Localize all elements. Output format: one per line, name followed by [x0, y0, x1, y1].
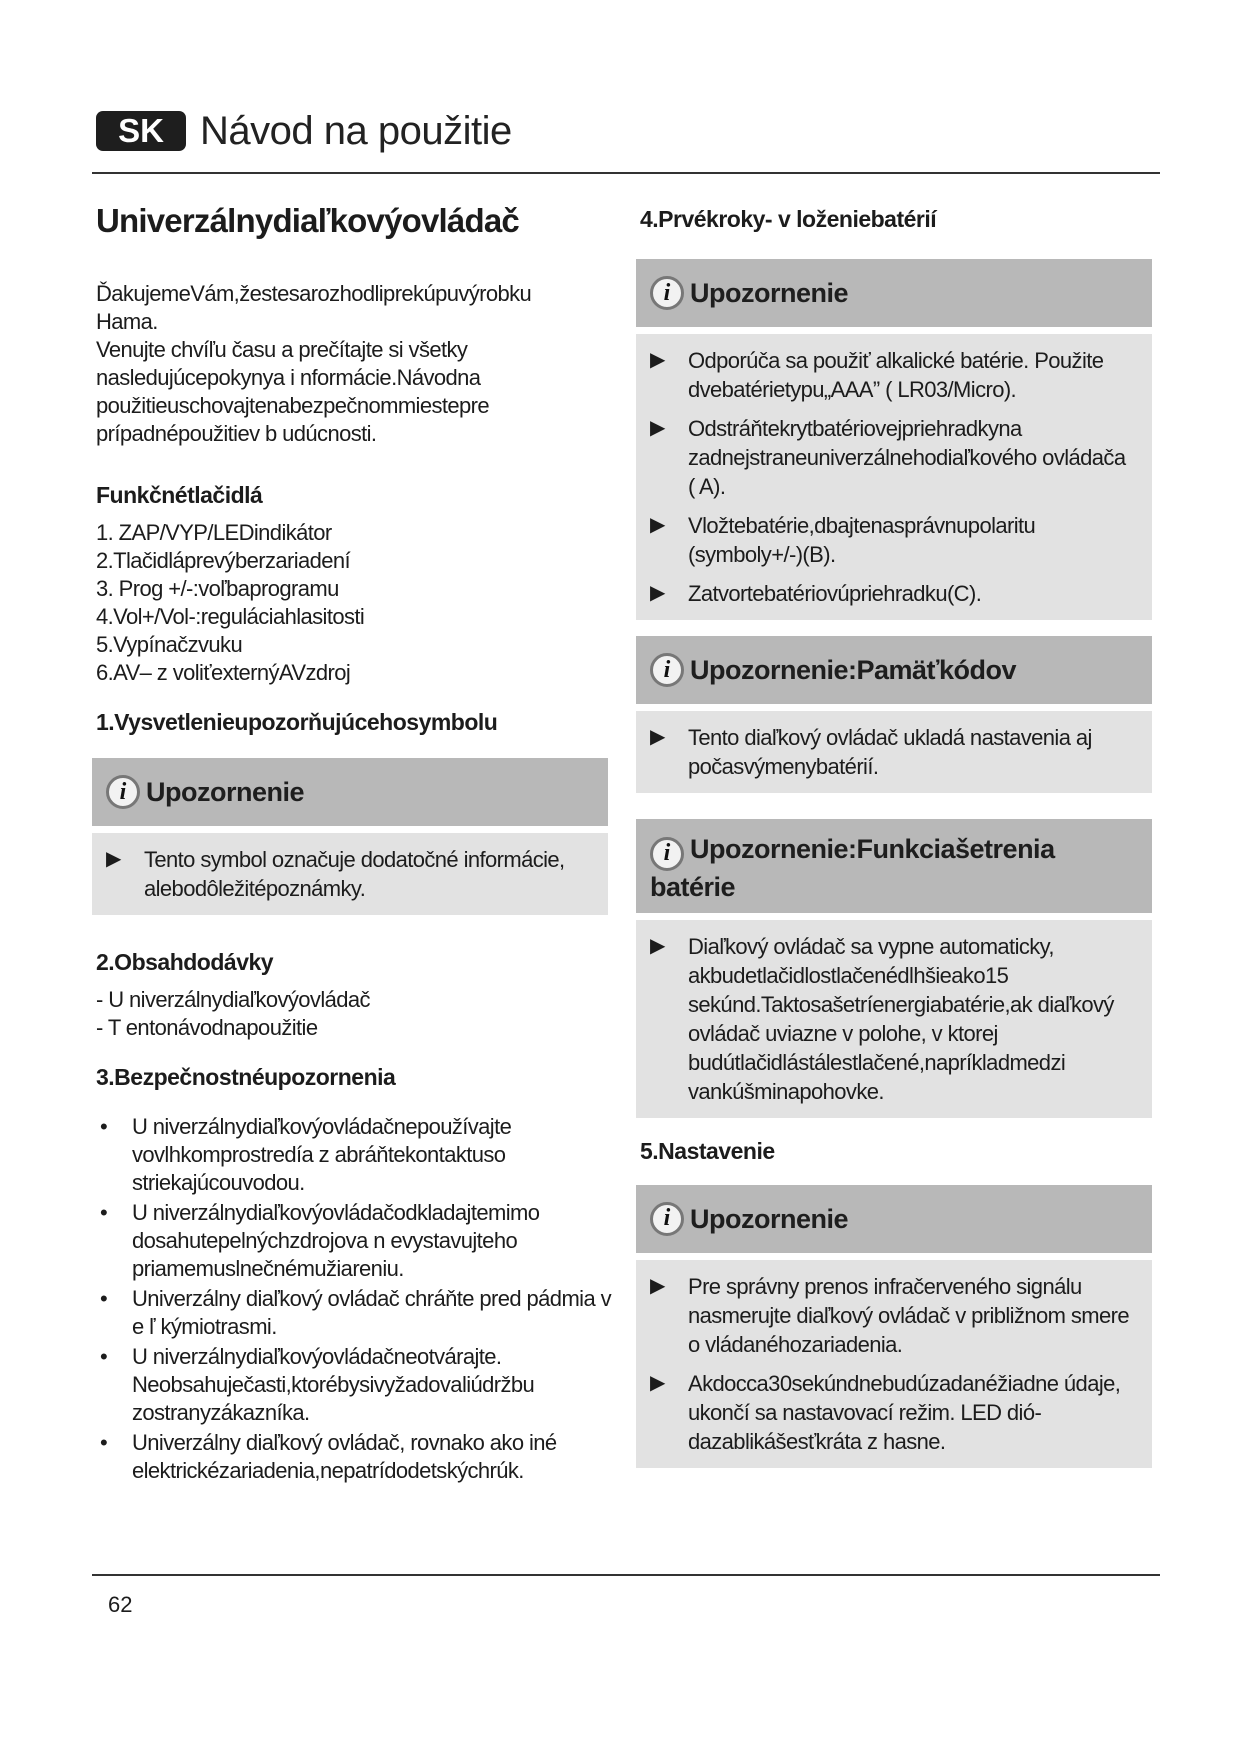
section-3-heading: 3.Bezpečnostnéupozornenia [96, 1064, 396, 1090]
info-box-title-line2: batérie [650, 871, 736, 902]
bullet-icon: • [100, 1286, 108, 1311]
info-icon: i [650, 1202, 684, 1236]
info-box-body [636, 711, 1152, 793]
delivery-list [96, 986, 616, 1042]
section-1-heading: 1.Vysvetlenieupozorňujúcehosymbolu [96, 709, 498, 735]
intro-line: Hama. [96, 309, 158, 334]
arrow-icon: ▶ [650, 934, 665, 957]
list-item: 2.Tlačidláprevýberzariadení [96, 548, 351, 573]
info-box-body [92, 833, 608, 915]
list-item-text: Univerzálny diaľkový ovládač, rovnako ako iné elektrickézariadenia,nepatrídodetskýchrúk. [132, 1430, 557, 1483]
list-item-text: U niverzálnydiaľkovýovládačnepoužívajte vovlhkomprostredía z abráňtekontaktuso striekajúcouvodou. [132, 1114, 512, 1195]
arrow-icon: ▶ [650, 726, 665, 748]
info-box-code-memory [636, 636, 1152, 793]
info-icon: i [650, 837, 684, 871]
list-item [96, 1113, 616, 1197]
list-item: 6.AV– z voliťexternýAVzdroj [96, 660, 351, 685]
list-item-text: Univerzálny diaľkový ovládač chráňte pred pádmia v e ľ kýmiotrasmi. [132, 1286, 612, 1339]
info-box-setup [636, 1185, 1152, 1468]
list-item: 4.Vol+/Vol-:reguláciahlasitosti [96, 604, 365, 629]
bullet-icon: • [100, 1344, 108, 1369]
header-rule [92, 172, 1160, 174]
info-item [650, 511, 1136, 569]
info-icon: i [650, 276, 684, 310]
info-box-title: Upozornenie [146, 777, 305, 807]
intro-line: ĎakujemeVám,žestesarozhodliprekúpuvýrobku [96, 281, 532, 306]
bullet-icon: • [100, 1200, 108, 1225]
info-item-text: Pre správny prenos infračerveného signálu nasmerujte diaľkový ovládač v približnom smere o vládanéhozariadenia. [688, 1273, 1130, 1357]
arrow-icon: ▶ [650, 582, 665, 604]
info-item-text: Vložtebatérie,dbajtenasprávnupolaritu (symboly+/-)(B). [688, 513, 1036, 567]
info-box-header [636, 636, 1152, 704]
section-5-heading: 5.Nastavenie [640, 1137, 775, 1164]
page-header [96, 106, 512, 156]
section-2-heading: 2.Obsahdodávky [96, 949, 274, 975]
list-item: 5.Vypínačzvuku [96, 632, 243, 657]
info-icon: i [106, 775, 140, 809]
intro-line: prípadnépoužitiev b udúcnosti. [96, 421, 377, 446]
info-item-text: Odstráňtekrytbatériovejpriehradkyna zadnejstraneuniverzálnehodiaľkového ovládača ( A). [688, 416, 1126, 499]
info-box-header [636, 259, 1152, 327]
list-item-text: U niverzálnydiaľkovýovládačneotvárajte. Neobsahuječasti,ktorébysivyžadovaliúdržbu zostranyzákazníka. [132, 1344, 535, 1425]
intro-text [96, 280, 616, 448]
list-item-text: U niverzálnydiaľkovýovládačodkladajtemimo dosahutepelnýchzdrojova n evystavujteho priamemuslnečnémužiareniu. [132, 1200, 540, 1281]
list-item: - U niverzálnydiaľkovýovládač [96, 987, 370, 1012]
list-item [96, 1429, 616, 1485]
list-item [96, 1285, 616, 1341]
intro-line: použitieuschovajtenabezpečnommiestepre [96, 393, 490, 418]
info-item-text: Zatvortebatériovúpriehradku(C). [688, 581, 982, 606]
info-box-battery-saving [636, 819, 1152, 1118]
arrow-icon: ▶ [650, 349, 665, 371]
language-badge: SK [96, 111, 186, 151]
page-number: 62 [108, 1592, 133, 1617]
bullet-icon: • [100, 1430, 108, 1455]
info-box-batteries [636, 259, 1152, 620]
info-box-body [636, 1260, 1152, 1468]
list-item: 1. ZAP/VYP/LEDindikátor [96, 520, 332, 545]
info-item-text: Tento symbol označuje dodatočné informácie, alebodôležitépoznámky. [144, 847, 565, 901]
info-item [650, 1369, 1136, 1456]
info-box-title: Upozornenie:Pamäťkódov [690, 655, 1016, 685]
list-item [96, 1199, 616, 1283]
section-4-heading: 4.Prvékroky- v loženiebatérií [640, 206, 937, 232]
info-box-header [92, 758, 608, 826]
info-item [106, 845, 592, 903]
info-item [650, 414, 1136, 501]
info-box-body [636, 334, 1152, 620]
left-column [96, 190, 616, 1487]
bullet-icon: • [100, 1114, 108, 1139]
buttons-heading: Funkčnétlačidlá [96, 482, 263, 508]
info-item [650, 346, 1136, 404]
footer-rule [92, 1574, 1160, 1576]
intro-line: Venujte chvíľu času a prečítajte si všetky [96, 337, 468, 362]
arrow-icon: ▶ [650, 417, 665, 439]
info-item [650, 723, 1136, 781]
info-box-header [636, 819, 1152, 913]
info-item [650, 1272, 1136, 1359]
arrow-icon: ▶ [106, 848, 121, 870]
info-box-header [636, 1185, 1152, 1253]
list-item: - T entonávodnapoužitie [96, 1015, 318, 1040]
info-item-text: Odporúča sa použiť alkalické batérie. Použite dvebatérietypu„AAA” ( LR03/Micro). [688, 348, 1104, 402]
document-title: Návod na použitie [200, 108, 512, 153]
list-item: 3. Prog +/-:voľbaprogramu [96, 576, 339, 601]
info-item [650, 932, 1136, 1106]
info-icon: i [650, 653, 684, 687]
intro-line: nasledujúcepokynya i nformácie.Návodna [96, 365, 481, 390]
arrow-icon: ▶ [650, 1274, 665, 1297]
info-box-title: Upozornenie:Funkciašetrenia [690, 834, 1055, 864]
arrow-icon: ▶ [650, 1371, 665, 1394]
info-box-title: Upozornenie [690, 1203, 849, 1234]
list-item [96, 1343, 616, 1427]
info-item-text: Diaľkový ovládač sa vypne automaticky, akbudetlačidlostlačenédlhšieako15 sekúnd.Taktosašetríenergiabatérie,ak diaľkový ovládač uviazne v polohe, v ktorej budútlačidlástálestlačené,napríkladmedzi vankúšminapohovke. [688, 933, 1114, 1104]
info-item-text: Akdocca30sekúndnebudúzadanéžiadne údaje, ukončí sa nastavovací režim. LED dió- dazablikášesťkráta z hasne. [688, 1370, 1121, 1454]
safety-list [96, 1113, 616, 1485]
arrow-icon: ▶ [650, 514, 665, 536]
info-box-symbol [92, 758, 608, 915]
buttons-list [96, 519, 616, 687]
info-item [650, 579, 1136, 608]
info-item-text: Tento diaľkový ovládač ukladá nastavenia aj počasvýmenybatérií. [688, 725, 1092, 779]
info-box-title: Upozornenie [690, 278, 849, 308]
right-column [640, 190, 1160, 1468]
info-box-body [636, 920, 1152, 1118]
main-title: Univerzálnydiaľkovýovládač [96, 202, 519, 239]
